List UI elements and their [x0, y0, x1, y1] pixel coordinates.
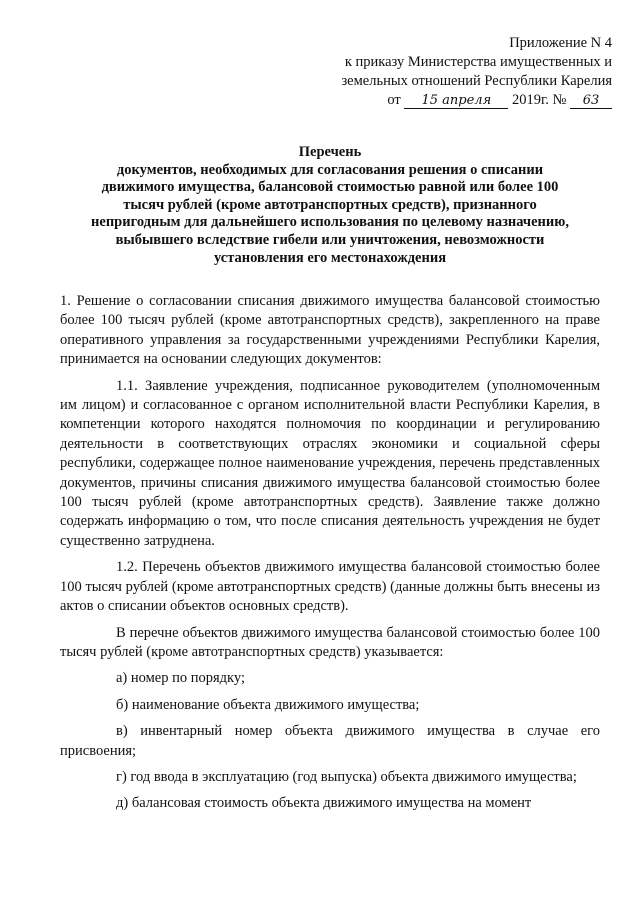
title-line: движимого имущества, балансовой стоимостью равной или более 100 [101, 179, 559, 196]
title-line: тысяч рублей (кроме автотранспортных средств), признанного [123, 196, 537, 213]
handwritten-date: 15 апреля [404, 93, 508, 109]
appendix-ministry-line: земельных отношений Республики Карелия [341, 73, 612, 89]
appendix-header [300, 34, 612, 110]
year-number-label: 2019г. № [511, 92, 567, 108]
list-item-a: а) номер по порядку; [116, 670, 245, 687]
title-line: документов, необходимых для согласования решения о списании [116, 161, 544, 178]
paragraph-list-intro: В перечне объектов движимого имущества балансовой стоимостью более 100 тысяч рублей (кроме автотранспортных средств) указывается: [60, 624, 600, 660]
title-line: выбывшего вследствие гибели или уничтожения, невозможности [115, 231, 545, 248]
list-item-v: в) инвентарный номер объекта движимого имущества в случае его присвоения; [60, 723, 600, 759]
title-line: установления его местонахождения [213, 249, 447, 266]
paragraph-1-1: 1.1. Заявление учреждения, подписанное руководителем (уполномоченным им лицом) и согласованное с органом исполнительной власти Республики Карелия, в компетенции которого находятся полномочия по координации и регулированию деятельности в соответствующих отраслях экономики и социальной сферы республики, содержащее полное наименование учреждения, перечень представленных документов, причины списания движимого имущества балансовой стоимостью более 100 тысяч рублей (кроме автотранспортных средств). Заявление также должно содержать информацию о том, что после списания деятельность учреждения не будет существенно затруднена. [60, 377, 600, 549]
appendix-date-line [300, 91, 612, 110]
paragraph-1-2: 1.2. Перечень объектов движимого имущества балансовой стоимостью более 100 тысяч рублей (кроме автотранспортных средств) (данные должны быть внесены из актов о списании объектов основных средств). [60, 559, 600, 615]
list-item-g: г) год ввода в эксплуатацию (год выпуска) объекта движимого имущества; [116, 768, 577, 785]
appendix-order-line: к приказу Министерства имущественных и [344, 54, 612, 70]
document-title [60, 144, 600, 267]
title-line: непригодным для дальнейшего использования по целевому назначению, [91, 214, 569, 231]
handwritten-order-number: 63 [570, 93, 612, 109]
title-line: Перечень [298, 144, 362, 160]
appendix-title: Приложение N 4 [509, 35, 612, 51]
paragraph-1: 1. Решение о согласовании списания движимого имущества балансовой стоимостью более 100 тысяч рублей (кроме автотранспортных средств), закрепленного на праве оперативного управления за государственными учреждениями Республики Карелия, принимается на основании следующих документов: [60, 293, 600, 368]
document-body [60, 292, 600, 814]
from-label: от [387, 92, 401, 108]
list-item-b: б) наименование объекта движимого имущества; [116, 696, 420, 713]
list-item-d: д) балансовая стоимость объекта движимого имущества на момент [116, 795, 532, 812]
